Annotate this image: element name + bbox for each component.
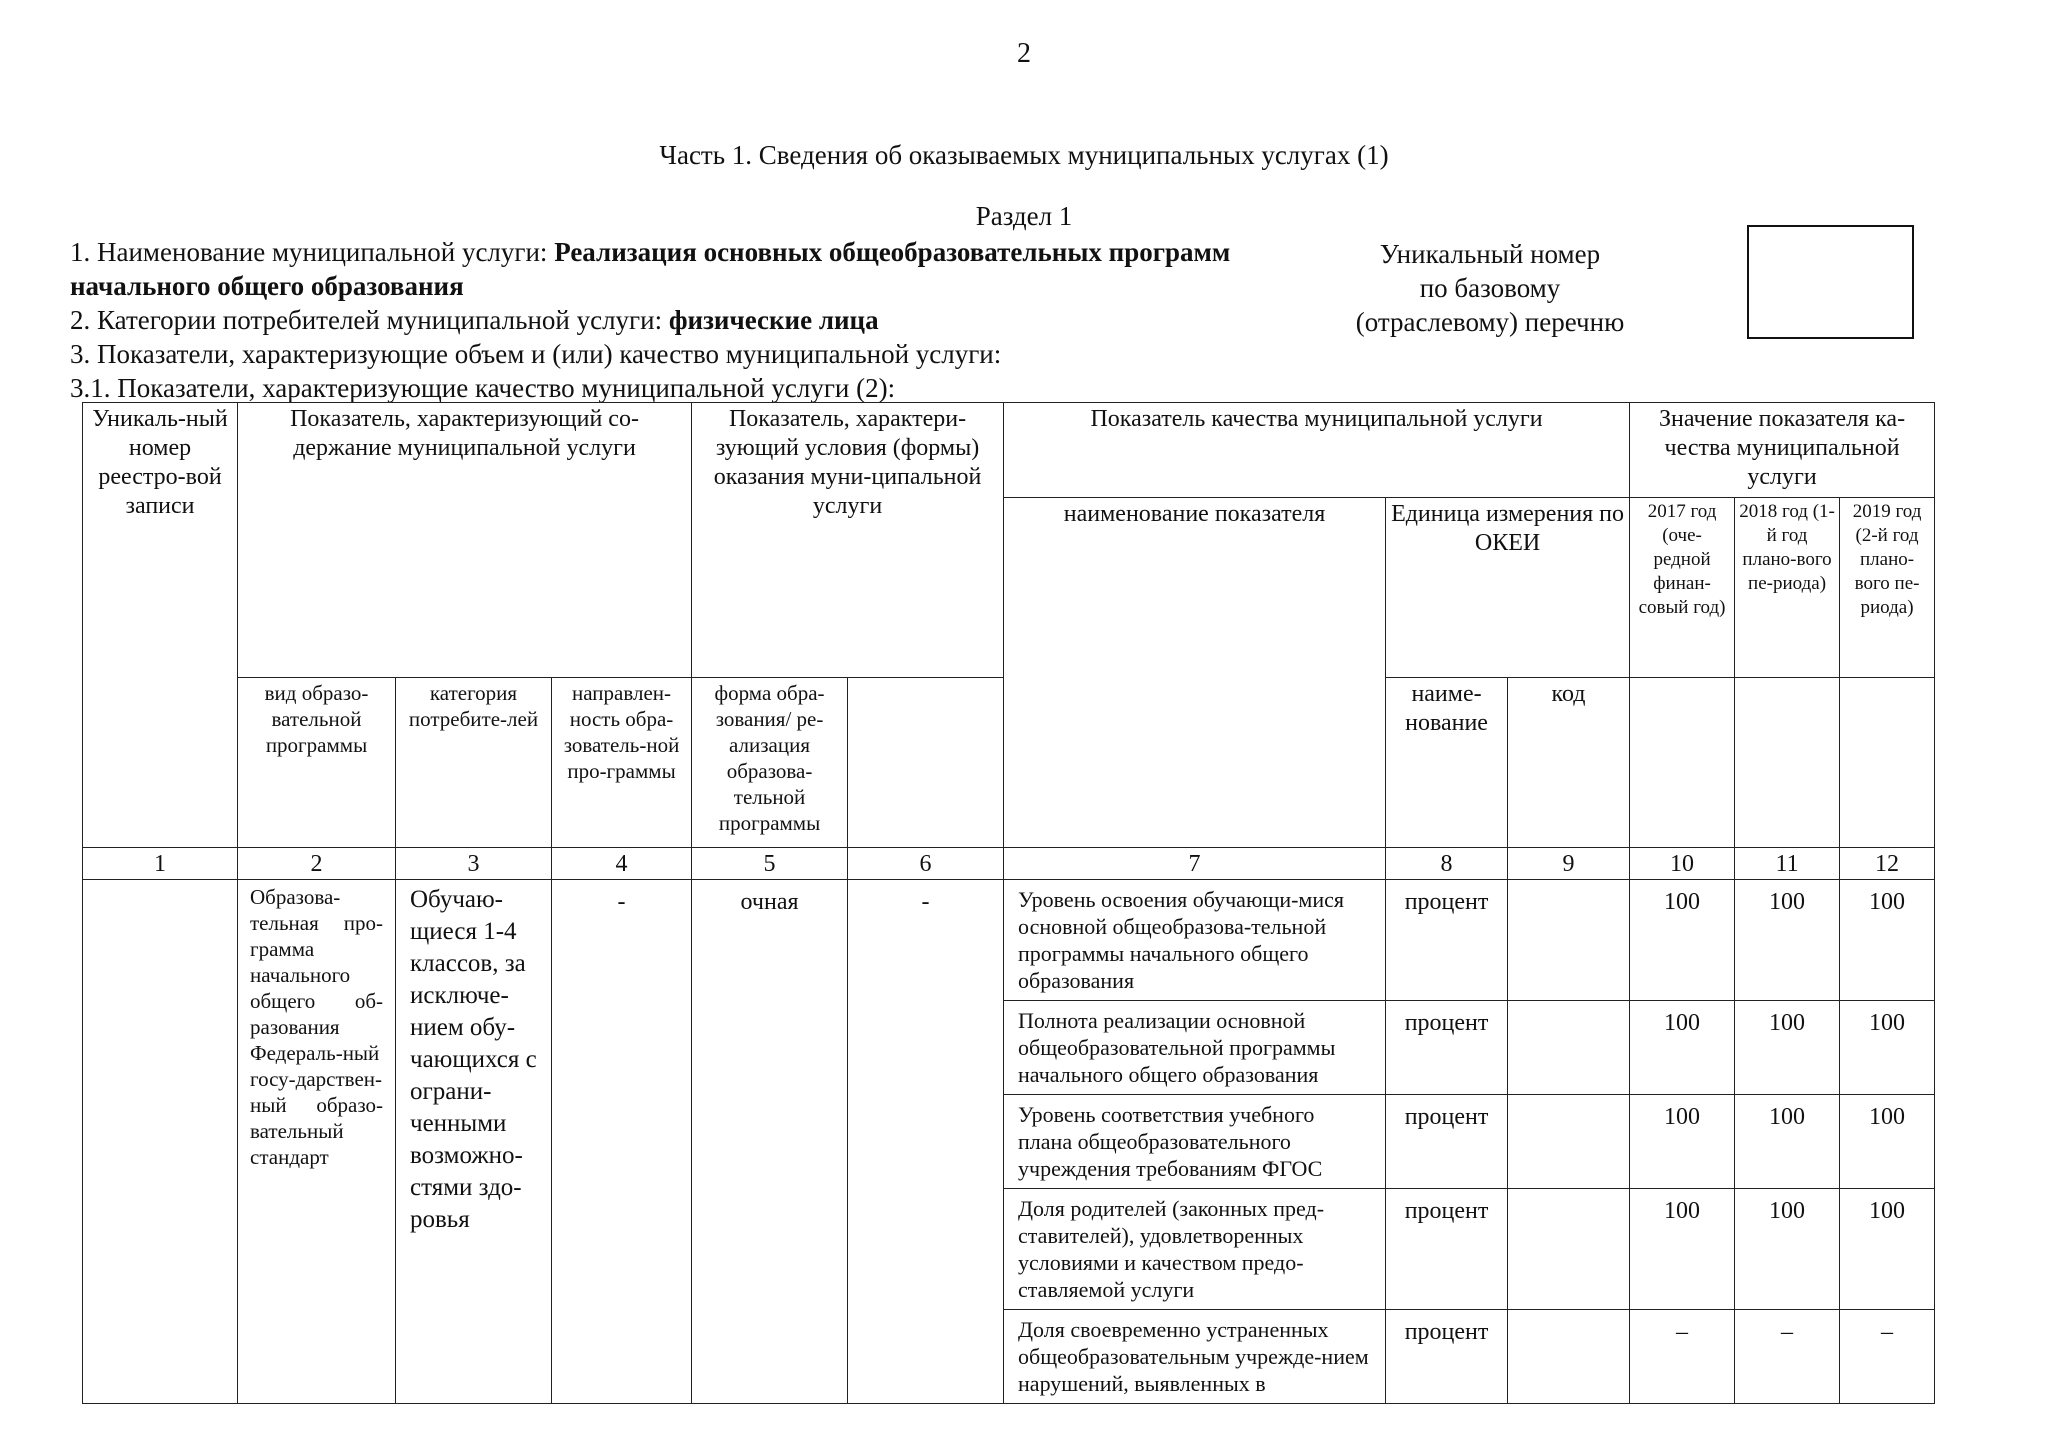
unit-code: [1508, 1189, 1630, 1310]
value-2019: 100: [1840, 880, 1935, 1001]
value-2018: 100: [1735, 880, 1840, 1001]
direction-cell: -: [552, 880, 692, 1404]
consumers-value: физические лица: [668, 305, 879, 335]
col-num: 7: [1004, 848, 1386, 880]
service-name-prefix: 1. Наименование муниципальной услуги:: [70, 237, 555, 267]
header-unit-okei: Единица измерения по ОКЕИ: [1386, 498, 1630, 678]
col-num: 3: [396, 848, 552, 880]
value-2018: –: [1735, 1310, 1840, 1404]
header-year-2018: 2018 год (1-й год плано-вого пе-риода): [1735, 498, 1840, 678]
header-year-2019: 2019 год (2-й год плано-вого пе-риода): [1840, 498, 1935, 678]
quality-indicators-heading: 3.1. Показатели, характеризующие качество муниципальной услуги (2):: [70, 373, 896, 403]
registry-number-cell: [83, 880, 238, 1404]
part-title: Часть 1. Сведения об оказываемых муниципальных услугах (1): [659, 140, 1389, 170]
table-row: [83, 880, 1935, 1001]
unit-name: процент: [1386, 1095, 1508, 1189]
column-number-row: [83, 848, 1935, 880]
col-num: 1: [83, 848, 238, 880]
unique-label-line-2: по базовому: [1419, 273, 1561, 303]
consumers-line: [70, 305, 879, 336]
header-content-indicator: Показатель, характеризующий со-держание муниципальной услуги: [238, 403, 692, 678]
quality-indicators-table: [82, 402, 1935, 1404]
program-type-cell: Образова-тельная про-грамма начального общего об-разования Федераль-ный госу-дарствен-ный образо-вательный стандарт: [238, 880, 396, 1404]
unit-code: [1508, 1001, 1630, 1095]
header-unit-code: код: [1508, 678, 1630, 848]
header-consumer-category: категория потребите-лей: [396, 678, 552, 848]
unique-number-box: [1747, 225, 1914, 339]
value-2017: 100: [1630, 1001, 1735, 1095]
value-2019: 100: [1840, 1095, 1935, 1189]
unit-code: [1508, 1310, 1630, 1404]
service-name-line: [70, 237, 1230, 268]
value-2017: 100: [1630, 1095, 1735, 1189]
header-year-2017: 2017 год (оче-редной финан-совый год): [1630, 498, 1735, 678]
indicator-name: Уровень соответствия учебного плана общеобразовательного учреждения требованиям ФГОС: [1004, 1095, 1386, 1189]
header-indicator-value: Значение показателя ка-чества муниципальной услуги: [1630, 403, 1935, 498]
header-unit-name: наиме-нование: [1386, 678, 1508, 848]
value-2018: 100: [1735, 1001, 1840, 1095]
unit-code: [1508, 1095, 1630, 1189]
value-2017: 100: [1630, 1189, 1735, 1310]
unique-number-label: [1340, 237, 1640, 339]
unique-label-line-3: (отраслевому) перечню: [1355, 307, 1625, 337]
col-num: 9: [1508, 848, 1630, 880]
header-unique-number: Уникаль-ный номер реестро-вой записи: [83, 403, 238, 848]
section-title: Раздел 1: [975, 201, 1073, 231]
unit-name: процент: [1386, 1001, 1508, 1095]
service-name-value: Реализация основных общеобразовательных программ: [554, 237, 1231, 267]
unit-name: процент: [1386, 1189, 1508, 1310]
unit-code: [1508, 880, 1630, 1001]
value-2018: 100: [1735, 1189, 1840, 1310]
consumer-category-cell: Обучаю-щиеся 1-4 классов, за исключе-нием обу-чающихся с ограни-ченными возможно-стями здо-ровья: [396, 880, 552, 1404]
col-num: 12: [1840, 848, 1935, 880]
indicator-name: Уровень освоения обучающи-мися основной общеобразова-тельной программы начального общего образования: [1004, 880, 1386, 1001]
col-num: 11: [1735, 848, 1840, 880]
value-2017: –: [1630, 1310, 1735, 1404]
col-num: 8: [1386, 848, 1508, 880]
header-indicator-name: наименование показателя: [1004, 498, 1386, 848]
value-2018: 100: [1735, 1095, 1840, 1189]
education-form-cell: очная: [692, 880, 848, 1404]
col-num: 2: [238, 848, 396, 880]
service-name-value-cont: начального общего образования: [70, 271, 464, 301]
value-2017: 100: [1630, 880, 1735, 1001]
col-num: 5: [692, 848, 848, 880]
unit-name: процент: [1386, 880, 1508, 1001]
header-empty-2018: [1735, 678, 1840, 848]
indicator-name: Доля своевременно устраненных общеобразовательным учрежде-нием нарушений, выявленных в: [1004, 1310, 1386, 1404]
value-2019: 100: [1840, 1189, 1935, 1310]
indicator-name: Доля родителей (законных пред-ставителей), удовлетворенных условиями и качеством предо-ставляемой услуги: [1004, 1189, 1386, 1310]
value-2019: –: [1840, 1310, 1935, 1404]
value-2019: 100: [1840, 1001, 1935, 1095]
header-conditions-indicator: Показатель, характери-зующий условия (формы) оказания муни-ципальной услуги: [692, 403, 1004, 678]
condition-cell: -: [848, 880, 1004, 1404]
header-empty-2017: [1630, 678, 1735, 848]
consumers-prefix: 2. Категории потребителей муниципальной услуги:: [70, 305, 669, 335]
header-program-type: вид образо-вательной программы: [238, 678, 396, 848]
header-program-direction: направлен-ность обра-зователь-ной про-граммы: [552, 678, 692, 848]
header-quality-indicator: Показатель качества муниципальной услуги: [1004, 403, 1630, 498]
unique-label-line-1: Уникальный номер: [1379, 239, 1601, 269]
header-condition-empty: [848, 678, 1004, 848]
header-empty-2019: [1840, 678, 1935, 848]
page-number: 2: [1017, 38, 1031, 69]
col-num: 4: [552, 848, 692, 880]
unit-name: процент: [1386, 1310, 1508, 1404]
col-num: 6: [848, 848, 1004, 880]
header-education-form: форма обра-зования/ ре-ализация образова-тельной программы: [692, 678, 848, 848]
indicator-name: Полнота реализации основной общеобразовательной программы начального общего образования: [1004, 1001, 1386, 1095]
col-num: 10: [1630, 848, 1735, 880]
indicators-heading: 3. Показатели, характеризующие объем и (или) качество муниципальной услуги:: [70, 339, 1002, 369]
service-name-line-2: [70, 271, 464, 302]
